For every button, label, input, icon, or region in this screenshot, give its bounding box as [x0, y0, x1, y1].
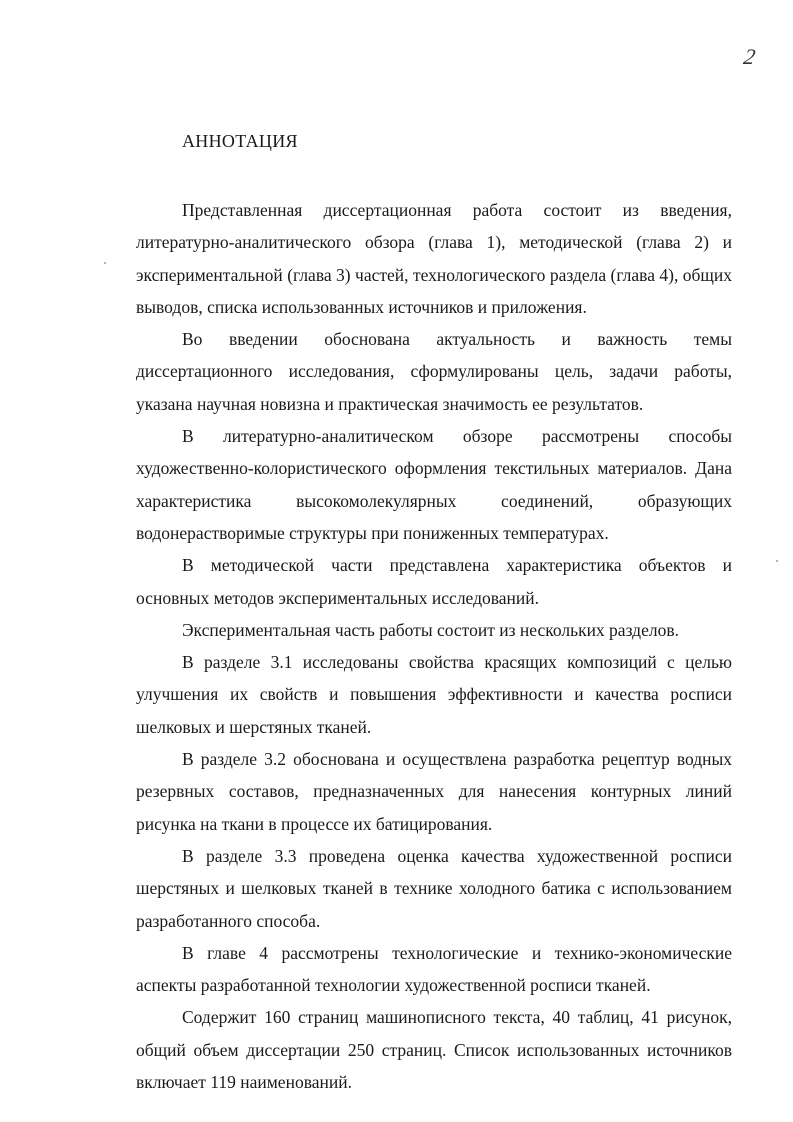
scan-speck: [104, 262, 106, 264]
paragraph-2: Во введении обоснована актуальность и важность темы диссертационного исследования, сформулированы цель, задачи работы, указана научная новизна и практическая значимость ее результатов.: [136, 329, 732, 414]
paragraph-7: В разделе 3.2 обоснована и осуществлена разработка рецептур водных резервных составов, предназначенных для нанесения контурных линий рисунка на ткани в процессе их батицирования.: [136, 749, 732, 834]
paragraph-1: Представленная диссертационная работа состоит из введения, литературно-аналитического обзора (глава 1), методической (глава 2) и экспериментальной (глава 3) частей, технологического раздела (глава 4), общих выводов, списка использованных источников и приложения.: [136, 200, 732, 317]
paragraph-9: В главе 4 рассмотрены технологические и технико-экономические аспекты разработанной технологии художественной росписи тканей.: [136, 942, 732, 996]
paragraph-10: Содержит 160 страниц машинописного текста, 40 таблиц, 41 рисунок, общий объем диссертации 250 страниц. Список использованных источников включает 119 наименований.: [136, 1007, 732, 1093]
scan-speck: [776, 560, 778, 562]
paragraph-4: В методической части представлена характеристика объектов и основных методов экспериментальных исследований.: [136, 555, 732, 608]
paragraph-8: В разделе 3.3 проведена оценка качества художественной росписи шерстяных и шелковых тканей в технике холодного батика с использованием разработанного способа.: [136, 845, 732, 931]
paragraph-5: Экспериментальная часть работы состоит из нескольких разделов.: [182, 619, 679, 640]
abstract-body: [136, 194, 732, 1098]
page-number: 2: [741, 44, 758, 69]
paragraph-3: В литературно-аналитическом обзоре рассмотрены способы художественно-колористического оформления текстильных материалов. Дана характеристика высокомолекулярных соединений, образующих водонерастворимые структуры при пониженных температурах.: [136, 426, 732, 543]
paragraph-6: В разделе 3.1 исследованы свойства красящих композиций с целью улучшения их свойств и повышения эффективности и качества росписи шелковых и шерстяных тканей.: [136, 652, 732, 737]
page-title: АННОТАЦИЯ: [182, 131, 298, 151]
